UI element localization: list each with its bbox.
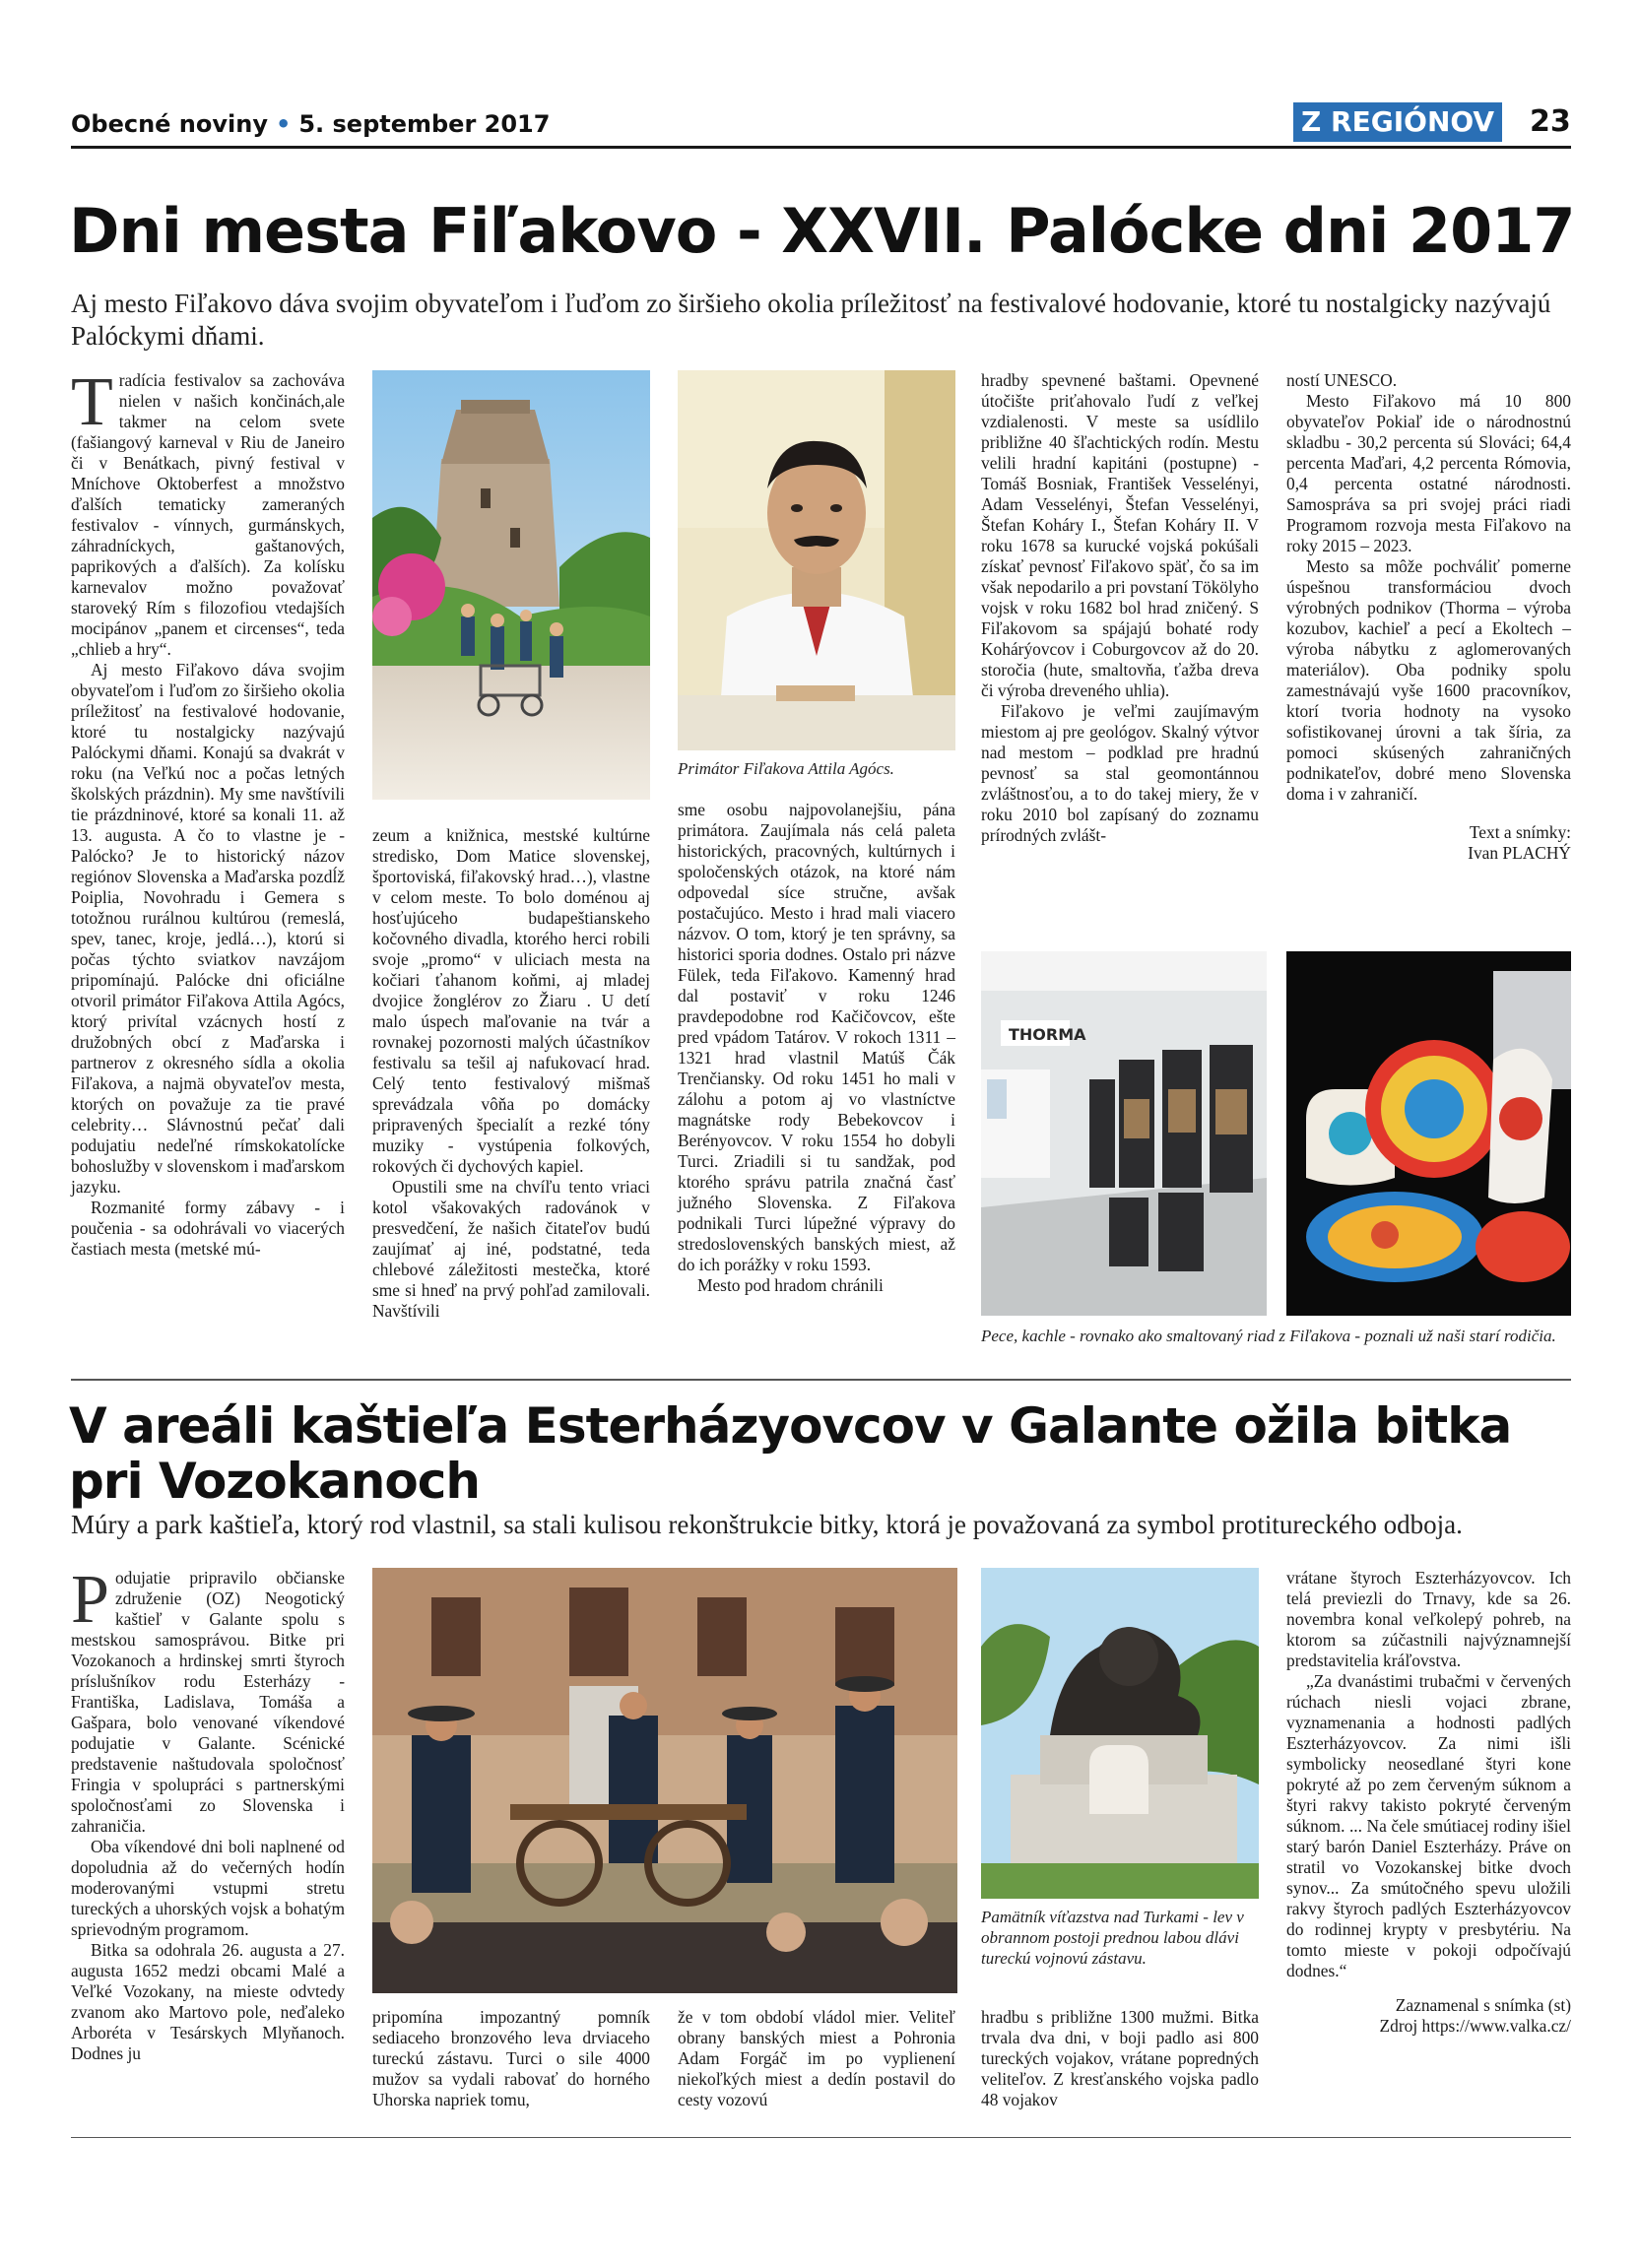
article1-column-2 (372, 825, 650, 1322)
paragraph: hradby spevnené baštami. Opevnené útočište priťahovalo ľudí z veľkej vzdialenosti. V meste sa usídlilo približne 40 šľachtických rodín. Mestu velili hradní kapitáni (postupne) - Tomáš Bosniak, František Vesselényi, Adam Vesselényi, Štefan Vesselényi, Štefan Koháry I., Štefan Koháry II. V roku 1678 sa kurucké vojská pokúšali získať pevnosť Fiľakovo späť, čo sa im však nepodarilo a pri povstaní Tökölyho vojsk v roku 1682 bol hrad zničený. S Fiľakovom sa spájajú bohaté rody Kohárýovcov i Coburgovcov až do 20. storočia (hute, smaltovňa, ťažba dreva či výroba dreveného uhlia). (981, 370, 1259, 700)
paragraph: Mesto pod hradom chránili (697, 1275, 884, 1295)
separator-dot: • (275, 110, 292, 138)
article2-column-5 (1286, 1568, 1571, 2037)
mayor-portrait-photo (678, 370, 955, 750)
masthead (71, 110, 550, 138)
article1-column-3 (678, 800, 955, 1296)
dropcap: P (71, 1562, 109, 1638)
paragraph: pripomína impozantný pomník sediaceho bronzového leva drviaceho tureckú zástavu. Turci o sile 4000 mužov sa vydali rabovať do horného Uhorska napriek tomu, (372, 2007, 650, 2109)
article1-column-1 (71, 364, 345, 1260)
issue-date: 5. september 2017 (298, 110, 551, 138)
paragraph: Fiľakovo je veľmi zaujímavým miestom aj pre geológov. Skalný výtvor nad mestom – podklad pre hradnú pevnosť sa stal geomontánnou zvláštnosťou, a to do takej miery, že v roku 2010 bol zapísaný do zoznamu prírodných zvlášt- (981, 701, 1259, 845)
page-bottom-rule (71, 2137, 1571, 2138)
paragraph: Oba víkendové dni boli naplnené od dopoludnia až do večerných hodín moderovanými vstupmi stretu tureckých a uhorských vojsk a bohatým sprievodným programom. (71, 1837, 345, 1939)
article-divider (71, 1379, 1571, 1381)
paragraph: odujatie pripravilo občianske združenie (OZ) Neogotický kaštieľ v Galante spolu s mestskou samosprávou. Bitke pri Vozokanoch a hrdinskej smrti štyroch príslušníkov rodu Esterházy - Františka, Ladislava, Tomáša a Gašpara, bolo venované víkendové podujatie v Galante. Scénické predstavenie naštudovala spoločnosť Fringia v spolupráci s partnerskými spoločnosťami zo Slovenska i zahraničia. (71, 1568, 345, 1836)
paragraph: „Za dvanástimi trubačmi v červených rúchach niesli vojaci zbrane, vyznamenania a hodnosti padlých Eszterházyovcov. Za nimi išli symbolicky neosedlané štyri kone pokryté až po zem červeným súknom a štyri rakvy takisto pokryté červeným súknom. ... Na čele smútiacej rodiny išiel starý barón Daniel Eszterházy. Práve on stratil vo Vozokanskej bitke dvoch synov... Za smútočného spevu uložili rakvy štyroch padlých Eszterházyovcov do rodinnej krypty v presbytériu. Na tomto mieste v pokoji odpočívajú dodnes.“ (1286, 1671, 1571, 1980)
article2-column-3 (678, 2007, 955, 2110)
article1-lead: Aj mesto Fiľakovo dáva svojim obyvateľom i ľuďom zo širšieho okolia príležitosť na festivalové hodovanie, ktoré tu nostalgicky nazývajú Palóckymi dňami. (71, 289, 1551, 351)
paragraph: Mesto Fiľakovo má 10 800 obyvateľov Pokiaľ ide o národnostnú skladbu - 30,2 percenta sú Slováci; 64,4 percenta Maďari, 4,2 percenta Rómovia, 0,4 percenta ostatné národnosti. Samospráva sa pri svojej práci riadi Programom rozvoja mesta Fiľakovo na roky 2015 – 2023. (1286, 391, 1571, 555)
paragraph: ností UNESCO. (1286, 370, 1398, 390)
article1-title: Dni mesta Fiľakovo - XXVII. Palócke dni 2017 (69, 195, 1575, 267)
paragraph: Aj mesto Fiľakovo dáva svojim obyvateľom i ľuďom zo širšieho okolia príležitosť na festivalové hodovanie, ktoré tu nostalgicky nazývajú Palóckymi dňami. Konajú sa dvakrát v roku (na Veľkú noc a počas letných školských prázdnin). My sme navštívili tie prázdninové, ktoré sa konali 11. až 13. augusta. A čo to vlastne je - Palócko? Je to historický názov regiónov Slovenska a Maďarska pozdĺž Poiplia, Novohradu i Gemera s totožnou rurálnou kultúrou (remeslá, spev, tanec, kroje, jedlá…), ktorú si počas týchto sviatkov navzájom pripomínajú. Palócke dni oficiálne otvoril primátor Fiľakova Attila Agócs, ktorý privítal vzácnych hostí z družobných obcí z Maďarska i partnerov z okresného sídla a okolia Fiľakova, a najmä obyvateľov mesta, ktorých on považuje za tie pravé celebrity… Slávnostnú pečať dali podujatiu nedeľné rímskokatolícke bohoslužby v slovenskom i maďarskom jazyku. (71, 660, 345, 1197)
battle-reenactment-photo (372, 1568, 957, 1993)
paragraph: Mesto sa môže pochváliť pomerne úspešnou transformáciou dvoch výrobných podnikov (Thorma – výroba kozubov, kachieľ a pecí a Ekoltech – výroba nábytku z aglomerovaných materiálov). Oba podniky spolu zamestnávajú vyše 1600 pracovníkov, ktorí tvoria hodnoty na vysoko sofistikovanej úrovni a tak šíria, za pomoci skúsených zahraničných podnikateľov, dobré meno Slovenska doma i v zahraničí. (1286, 556, 1571, 804)
enamelware-photo (1286, 951, 1571, 1316)
paragraph: zeum a knižnica, mestské kultúrne stredisko, Dom Matice slovenskej, športoviská, fiľakovský hrad…), vlastne v celom meste. To bolo doménou aj hosťujúceho budapeštianskeho kočovného divadla, ktorého herci robili svoje „promo“ v uliciach mesta na kočiari ťahanom koňmi, aj mladej dvojice žonglérov zo Žiaru . U detí malo úspech maľovanie na tvár a rovnakej pozornosti malých účastníkov festivalu sa tešil aj nafukovací hrad. Celý tento festivalový mišmaš sprevádzala vôňa po domácky pripravených špecialít a rezké tóny muziky - vystúpenia folkových, rokových či dychových kapiel. (372, 825, 650, 1176)
header-rule (71, 146, 1571, 149)
article2-title: V areáli kaštieľa Esterházyovcov v Galante ožila bitka pri Vozokanoch (69, 1397, 1512, 1510)
credit-label: Text a snímky: (1469, 822, 1571, 842)
paragraph: hradbu s približne 1300 mužmi. Bitka trvala dva dni, v boji padlo asi 800 tureckých vojakov, vrátane popredných veliteľov. Z kresťanského vojska padlo 48 vojakov (981, 2007, 1259, 2109)
article2-column-1 (71, 1562, 345, 2064)
thorma-logo: THORMA (1009, 1025, 1086, 1044)
paragraph: Rozmanité formy zábavy - i poučenia - sa odohrávali vo viacerých častiach mesta (metské mú- (71, 1198, 345, 1259)
section-label: Z REGIÓNOV (1293, 102, 1502, 142)
castle-festival-photo (372, 370, 650, 800)
article2-lead: Múry a park kaštieľa, ktorý rod vlastnil, sa stali kulisou rekonštrukcie bitky, ktorá je považovaná za symbol protitureckého odboja. (71, 1510, 1463, 1539)
credit-name: Ivan PLACHÝ (1468, 843, 1571, 863)
paragraph: sme osobu najpovolanejšiu, pána primátora. Zaujímala nás celá paleta historických, pracovných, kultúrnych i spoločenských otázok, na ktoré nám odpovedal síce stručne, avšak postačujúco. Mesto i hrad mali viacero názvov. O tom, ktorý je ten správny, sa historici sporia dodnes. Ostalo pri názve Fülek, teda Fiľakovo. Kamenný hrad dal postaviť v roku 1246 pravdepodobne rod Kačičovcov, ešte pred vpádom Tatárov. V rokoch 1311 – 1321 hrad vlastnil Matúš Čák Trenčiansky. Od roku 1451 ho mali v zálohu a potom aj vo vlastníctve magnátske rody Bebekovcov i Berényovcov. V roku 1554 ho dobyli Turci. Zriadili si tu sandžak, pod ktorého správu patrila značná časť južného Slovenska. Z Fiľakova podnikali Turci lúpežné výpravy do stredoslovenských banských miest, až do ich porážky v roku 1593. (678, 800, 955, 1274)
paragraph: že v tom období vládol mier. Veliteľ obrany banských miest a Pohronia Adam Forgáč im po vyplienení niekoľkých miest a dedín postavil do cesty vozovú (678, 2007, 955, 2109)
dropcap: T (71, 364, 113, 440)
publication-name: Obecné noviny (71, 110, 268, 138)
stoves-photo-caption: Pece, kachle - rovnako ako smaltovaný riad z Fiľakova - poznali už naši starí rodičia. (981, 1327, 1556, 1345)
source-credit: Zaznamenal s snímka (st) (1395, 1995, 1571, 2015)
paragraph: vrátane štyroch Eszterházyovcov. Ich telá previezli do Trnavy, kde sa 26. novembra konal veľkolepý pohreb, na ktorom sa zúčastnili najvýznamnejší predstavitelia kráľovstva. (1286, 1568, 1571, 1670)
article2-column-2 (372, 2007, 650, 2110)
paragraph: Bitka sa odohrala 26. augusta a 27. augusta 1652 medzi obcami Malé a Veľké Vozokany, na mieste odvtedy zvanom ako Martovo pole, neďaleko Arboréta v Tesárskych Mlyňanoch. Dodnes ju (71, 1940, 345, 2063)
stoves-showroom-photo (981, 951, 1267, 1316)
source-link: Zdroj https://www.valka.cz/ (1379, 2016, 1571, 2036)
page-header (71, 102, 1571, 152)
mayor-photo-caption: Primátor Fiľakova Attila Agócs. (678, 759, 894, 778)
article1-column-5 (1286, 370, 1571, 864)
monument-photo-caption: Pamätník víťazstva nad Turkami - lev v obrannom postoji prednou labou dlávi tureckú vojnovú zástavu. (981, 1908, 1244, 1968)
paragraph: Opustili sme na chvíľu tento vriaci kotol všakovakých radovánok v presvedčení, že našich čitateľov budú zaujímať aj iné, podstatné, teda chlebové záležitosti mestečka, ktoré sme si hneď na prvý pohľad zamilovali. Navštívili (372, 1177, 650, 1321)
paragraph: radícia festivalov sa zachováva nielen v našich končinách,ale takmer na celom svete (fašiangový karneval v Riu de Janeiro či v Benátkach, pivný festival v Mníchove Oktoberfest a množstvo ďalších tematicky zameraných festivalov - vínnych, gurmánskych, záhradníckych, gaštanových, paprikových a ďalších). Za kolísku karnevalov možno považovať staroveký Rím s filozofiou vtedajších mocipánov „panem et circenses“, teda „chlieb a hry“. (71, 370, 345, 659)
article1-column-4 (981, 370, 1259, 846)
lion-monument-photo (981, 1568, 1259, 1899)
page-number: 23 (1530, 104, 1571, 139)
article2-column-4 (981, 2007, 1259, 2110)
